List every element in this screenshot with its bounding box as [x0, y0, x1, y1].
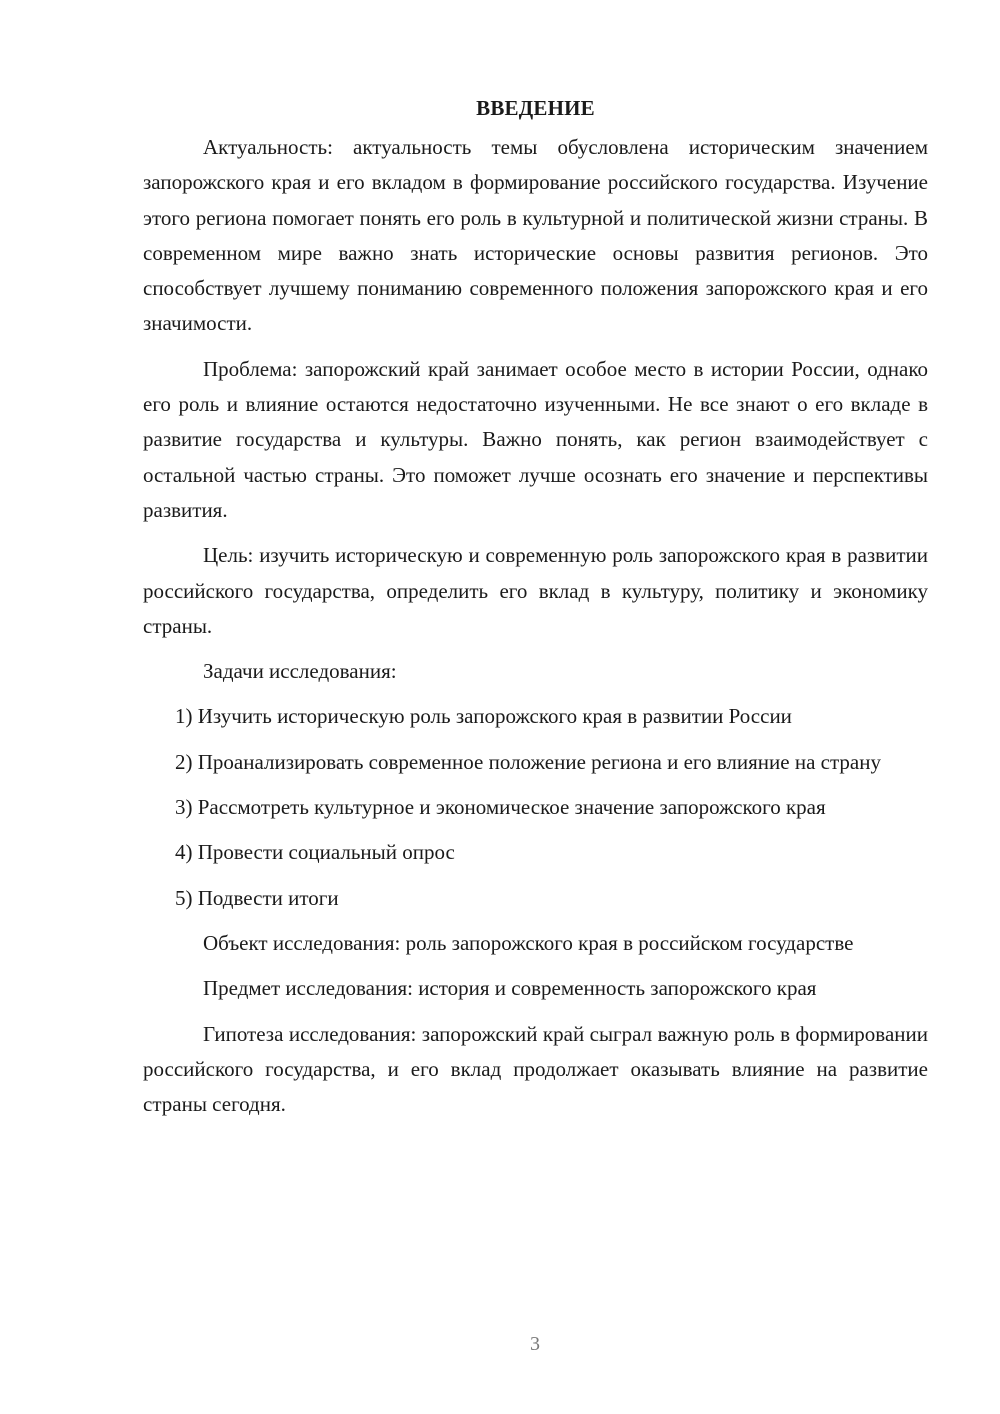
goal-paragraph: Цель: изучить историческую и современную роль запорожского края в развитии российского государства, определить его вклад в культуру, политику и экономику страны.	[143, 543, 928, 638]
hypothesis-paragraph: Гипотеза исследования: запорожский край сыграл важную роль в формировании российского государства, и его вклад продолжает оказывать влияние на развитие страны сегодня.	[143, 1021, 928, 1117]
task-item-2: 2) Проанализировать современное положение региона и его влияние на страну	[175, 749, 881, 774]
object-paragraph: Объект исследования: роль запорожского края в российском государстве	[203, 930, 854, 955]
task-item-5: 5) Подвести итоги	[175, 885, 339, 910]
tasks-heading: Задачи исследования:	[203, 659, 397, 684]
tasks-list	[143, 699, 928, 915]
task-item-4: 4) Провести социальный опрос	[175, 840, 455, 865]
relevance-paragraph: Актуальность: актуальность темы обусловлена историческим значением запорожского края и его вкладом в формирование российского государства. Изучение этого региона помогает понять его роль в культурной и политической жизни страны. В современном мире важно знать исторические основы развития регионов. Это способствует лучшему пониманию современного положения запорожского края и его значимости.	[143, 135, 928, 336]
task-item-1: 1) Изучить историческую роль запорожского края в развитии России	[175, 704, 792, 729]
subject-paragraph: Предмет исследования: история и современность запорожского края	[203, 976, 817, 1001]
task-item-3: 3) Рассмотреть культурное и экономическое значение запорожского края	[175, 795, 826, 820]
page-number: 3	[530, 1333, 540, 1355]
page-title: ВВЕДЕНИЕ	[476, 96, 595, 120]
document-page	[143, 90, 928, 1132]
problem-paragraph: Проблема: запорожский край занимает особое место в истории России, однако его роль и влияние остаются недостаточно изученными. Не все знают о его вкладе в развитие государства и культуры. Важно понять, как регион взаимодействует с остальной частью страны. Это поможет лучше осознать его значение и перспективы развития.	[143, 356, 928, 522]
